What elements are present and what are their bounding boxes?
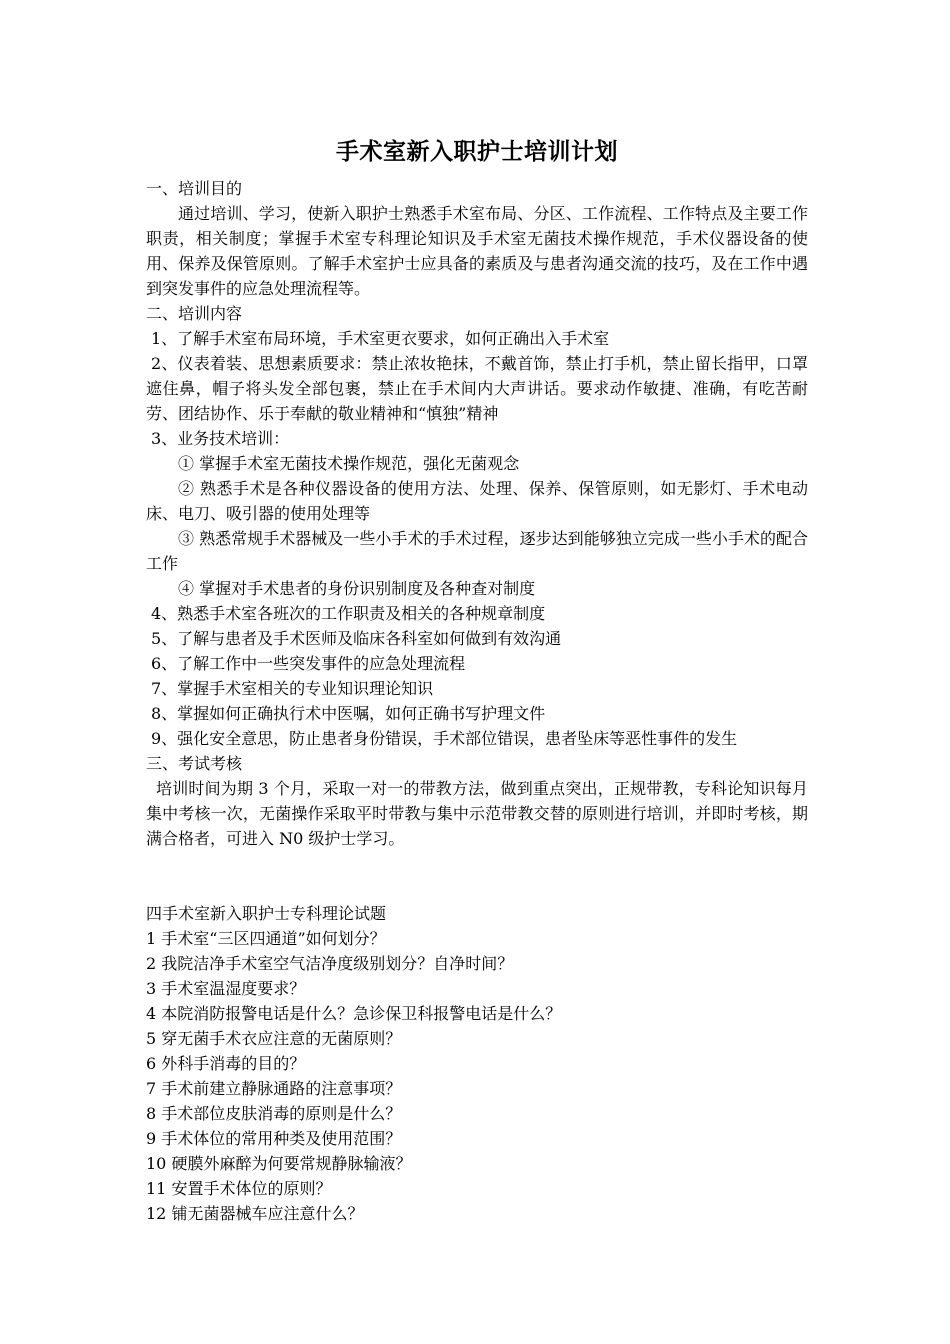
content-subitem-3: ③ 熟悉常规手术器械及一些小手术的手术过程，逐步达到能够独立完成一些小手术的配合工作 <box>146 529 808 573</box>
content-item-3: 3、业务技术培训： <box>151 429 290 448</box>
content-item-8: 8、掌握如何正确执行术中医嘱，如何正确书写护理文件 <box>151 704 546 723</box>
question-item: 4 本院消防报警电话是什么？急诊保卫科报警电话是什么？ <box>146 1004 562 1023</box>
blank-space <box>146 851 808 901</box>
question-item: 10 硬膜外麻醉为何要常规静脉输液？ <box>146 1154 412 1173</box>
question-item: 12 铺无菌器械车应注意什么？ <box>146 1204 364 1223</box>
question-item: 6 外科手消毒的目的？ <box>146 1054 306 1073</box>
content-item-1: 1、了解手术室布局环境，手术室更衣要求，如何正确出入手术室 <box>151 329 610 348</box>
content-item-6: 6、了解工作中一些突发事件的应急处理流程 <box>151 654 466 673</box>
question-item: 7 手术前建立静脉通路的注意事项？ <box>146 1079 402 1098</box>
content-item-4: 4、熟悉手术室各班次的工作职责及相关的各种规章制度 <box>151 604 546 623</box>
purpose-paragraph: 通过培训、学习，使新入职护士熟悉手术室布局、分区、工作流程、工作特点及主要工作职责，相关制度；掌握手术室专科理论知识及手术室无菌技术操作规范，手术仪器设备的使用、保养及保管原则。了解手术室护士应具备的素质及与患者沟通交流的技巧，及在工作中遇到突发事件的应急处理流程等。 <box>146 204 808 298</box>
content-subitem-4: ④ 掌握对手术患者的身份识别制度及各种查对制度 <box>178 579 536 598</box>
section-heading-exam: 三、考试考核 <box>146 754 243 773</box>
section-heading-content: 二、培训内容 <box>146 304 243 323</box>
question-item: 8 手术部位皮肤消毒的原则是什么？ <box>146 1104 402 1123</box>
question-item: 5 穿无菌手术衣应注意的无菌原则？ <box>146 1029 402 1048</box>
content-item-7: 7、掌握手术室相关的专业知识理论知识 <box>151 679 434 698</box>
document-page <box>146 134 808 1226</box>
content-item-2: 2、仪表着装、思想素质要求：禁止浓妆艳抹，不戴首饰，禁止打手机，禁止留长指甲，口罩遮住鼻，帽子将头发全部包裹，禁止在手术间内大声讲话。要求动作敏捷、准确，有吃苦耐劳、团结协作、乐于奉献的敬业精神和“慎独”精神 <box>146 354 808 423</box>
question-item: 9 手术体位的常用种类及使用范围？ <box>146 1129 402 1148</box>
document-title: 手术室新入职护士培训计划 <box>336 138 618 165</box>
content-item-5: 5、了解与患者及手术医师及临床各科室如何做到有效沟通 <box>151 629 562 648</box>
question-list <box>146 926 808 1226</box>
exam-paragraph: 培训时间为期 3 个月，采取一对一的带教方法，做到重点突出，正规带教，专科论知识每月集中考核一次，无菌操作采取平时带教与集中示范带教交替的原则进行培训，并即时考核，期满合格者，可进入 N0 级护士学习。 <box>146 779 808 848</box>
question-item: 1 手术室“三区四通道”如何划分？ <box>146 929 386 948</box>
section-heading-purpose: 一、培训目的 <box>146 179 243 198</box>
content-subitem-2: ② 熟悉手术是各种仪器设备的使用方法、处理、保养、保管原则，如无影灯、手术电动床、电刀、吸引器的使用处理等 <box>146 479 808 523</box>
content-item-9: 9、强化安全意思，防止患者身份错误，手术部位错误，患者坠床等恶性事件的发生 <box>151 729 738 748</box>
question-item: 11 安置手术体位的原则？ <box>146 1179 332 1198</box>
section-heading-questions: 四手术室新入职护士专科理论试题 <box>146 904 387 923</box>
question-item: 3 手术室温湿度要求？ <box>146 979 306 998</box>
question-item: 2 我院洁净手术室空气洁净度级别划分？自净时间？ <box>146 954 514 973</box>
content-subitem-1: ① 掌握手术室无菌技术操作规范，强化无菌观念 <box>178 454 520 473</box>
